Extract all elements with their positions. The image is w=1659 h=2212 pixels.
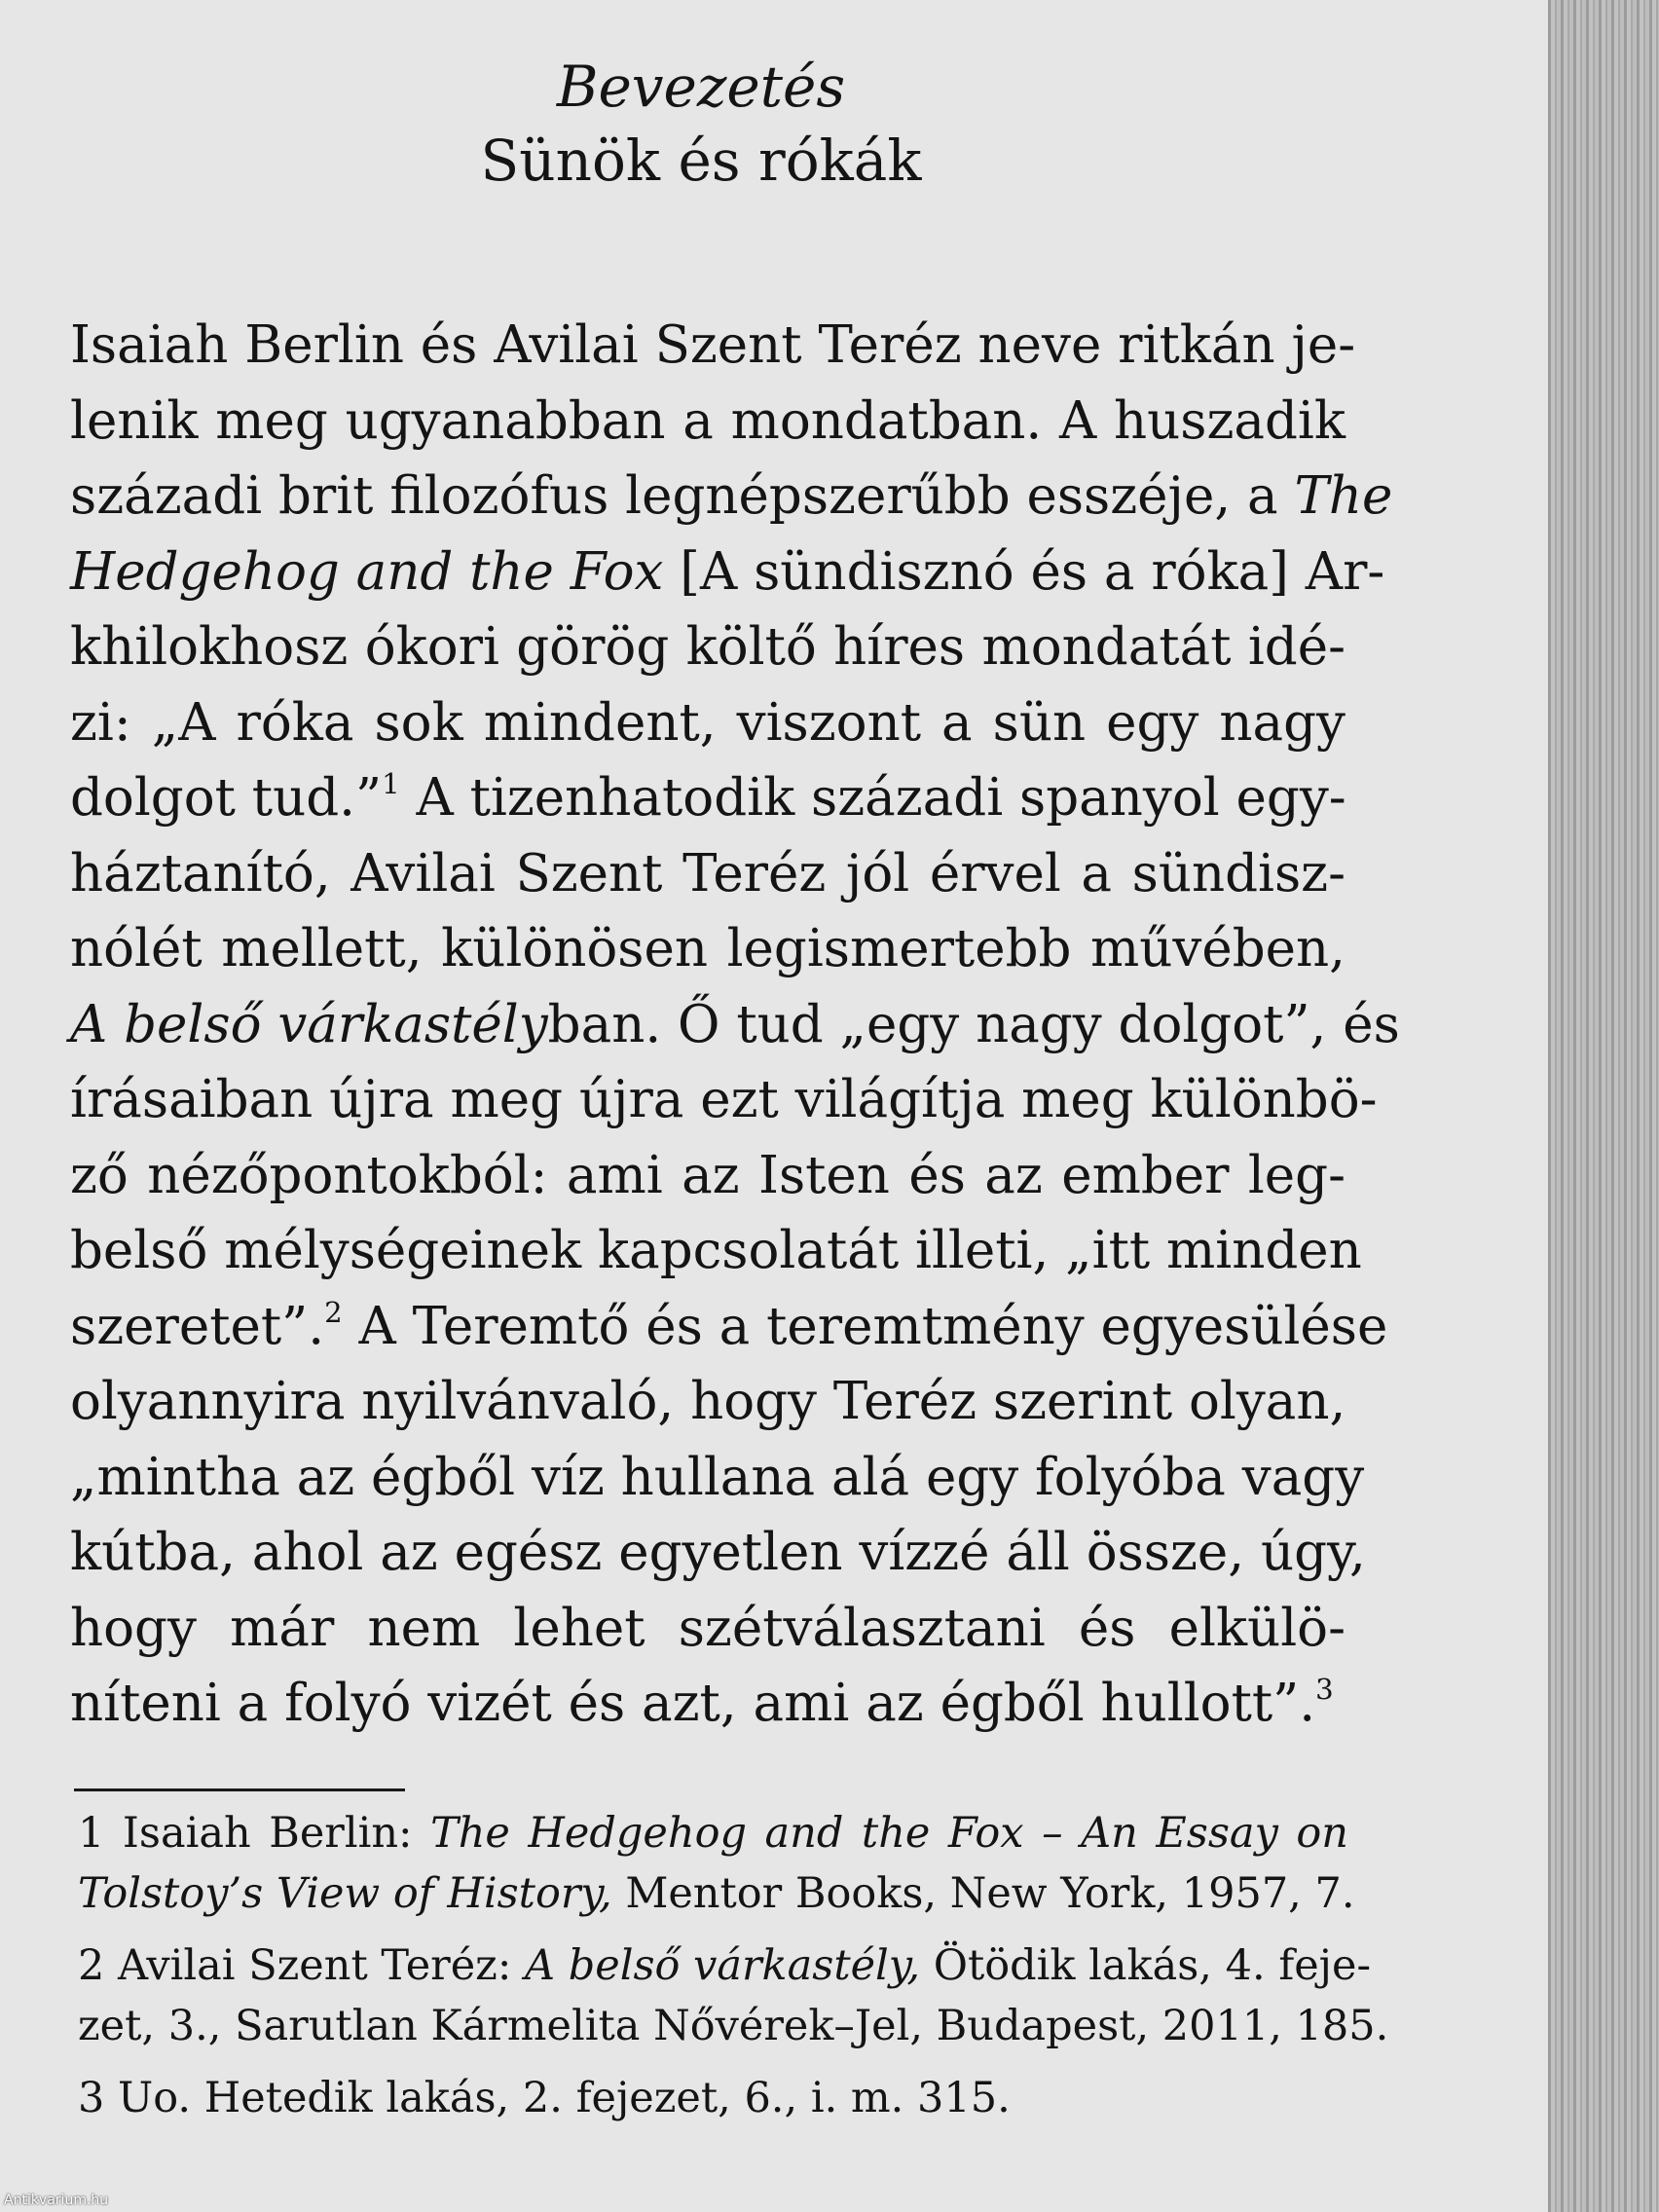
text-run: írásaiban újra meg újra ezt világítja meg különbö- [70,1070,1378,1129]
text-line [70,535,1385,610]
text-run: háztanító, Avilai Szent Teréz jól érvel a sündisz- [70,843,1346,903]
text-line [78,2068,1348,2128]
footnote-ref: 3 [1315,1673,1334,1707]
text-line [70,1666,1346,1742]
text-line [70,1515,1366,1591]
body-text [70,308,1400,1742]
text-line [70,836,1346,912]
italic-text: The Hedgehog and the Fox – An Essay on [430,1809,1348,1858]
text-line [70,760,1346,836]
text-run: dolgot tud.” [70,768,383,828]
text-line [78,1863,1355,1924]
text-run: „mintha az égből víz hullana alá egy folyóba vagy [70,1447,1365,1507]
text-line [78,1996,1389,2056]
chapter-title: Sünök és rókák [480,128,922,194]
text-run: [A sündisznó és a róka] Ar- [663,541,1385,602]
text-run: Ötödik lakás, 4. feje- [920,1941,1371,1990]
text-run: Isaiah Berlin és Avilai Szent Teréz neve ritkán je- [70,315,1356,375]
text-line [70,685,1346,761]
footnote [78,2068,1348,2128]
text-run: 3 Uo. Hetedik lakás, 2. fejezet, 6., i. m. 315. [78,2074,1011,2122]
text-line [70,911,1346,987]
text-run: hogy már nem lehet szétválasztani és elkülö- [70,1598,1346,1658]
text-line [70,1364,1346,1440]
text-line [70,308,1356,384]
text-line [70,1213,1362,1289]
page-edges [1548,0,1659,2212]
text-run: Mentor Books, New York, 1957, 7. [611,1869,1355,1918]
text-run: zet, 3., Sarutlan Kármelita Nővérek–Jel, Budapest, 2011, 185. [78,2002,1389,2050]
watermark: Antikvarium.hu [4,2193,109,2208]
footnote-ref: 2 [324,1295,343,1329]
text-line [78,1936,1371,1996]
text-run: századi brit filozófus legnépszerűbb esszéje, a [70,466,1295,526]
text-run: nólét mellett, különösen legismertebb művében, [70,919,1346,978]
italic-text: Hedgehog and the Fox [70,541,664,602]
footnote [78,1803,1355,1924]
text-line [70,1591,1346,1667]
text-run: lenik meg ugyanabban a mondatban. A huszadik [70,390,1346,451]
text-run: 2 Avilai Szent Teréz: [78,1941,525,1990]
italic-text: The [1294,466,1393,526]
chapter-label: Bevezetés [556,54,846,120]
text-run: A Teremtő és a teremtmény egyesülése [342,1296,1388,1356]
text-line [70,987,1400,1063]
text-run: níteni a folyó vizét és azt, ami az égből hullott”. [70,1674,1316,1733]
text-line [70,1138,1346,1214]
text-line [70,1440,1365,1516]
text-run: A tizenhatodik századi spanyol egy- [399,768,1346,828]
text-run: kútba, ahol az egész egyetlen vízzé áll össze, úgy, [70,1523,1366,1582]
text-line [78,1803,1348,1863]
text-line [70,459,1393,535]
italic-text: A belső várkastély, [525,1941,921,1990]
text-run: szeretet”. [70,1296,325,1356]
footnote [78,1936,1389,2056]
footnote-ref: 1 [382,767,400,801]
italic-text: A belső várkastély [70,994,548,1054]
text-line [70,384,1346,460]
text-line [70,1289,1388,1365]
text-run: belső mélységeinek kapcsolatát illeti, „itt minden [70,1221,1362,1280]
text-line [70,609,1346,685]
text-line [70,1062,1378,1138]
text-run: zi: „A róka sok mindent, viszont a sün egy nagy [70,692,1346,753]
text-run: khilokhosz ókori görög költő híres mondatát idé- [70,617,1346,677]
italic-text: Tolstoy’s View of History, [78,1869,612,1918]
text-run: olyannyira nyilvánvaló, hogy Teréz szerint olyan, [70,1372,1346,1431]
footnotes [78,1803,1389,2140]
text-run: 1 Isaiah Berlin: [78,1809,431,1858]
text-run: ban. Ő tud „egy nagy dolgot”, és [547,994,1400,1054]
text-run: ző nézőpontokból: ami az Isten és az ember leg- [70,1145,1346,1205]
footnote-separator [74,1788,405,1791]
